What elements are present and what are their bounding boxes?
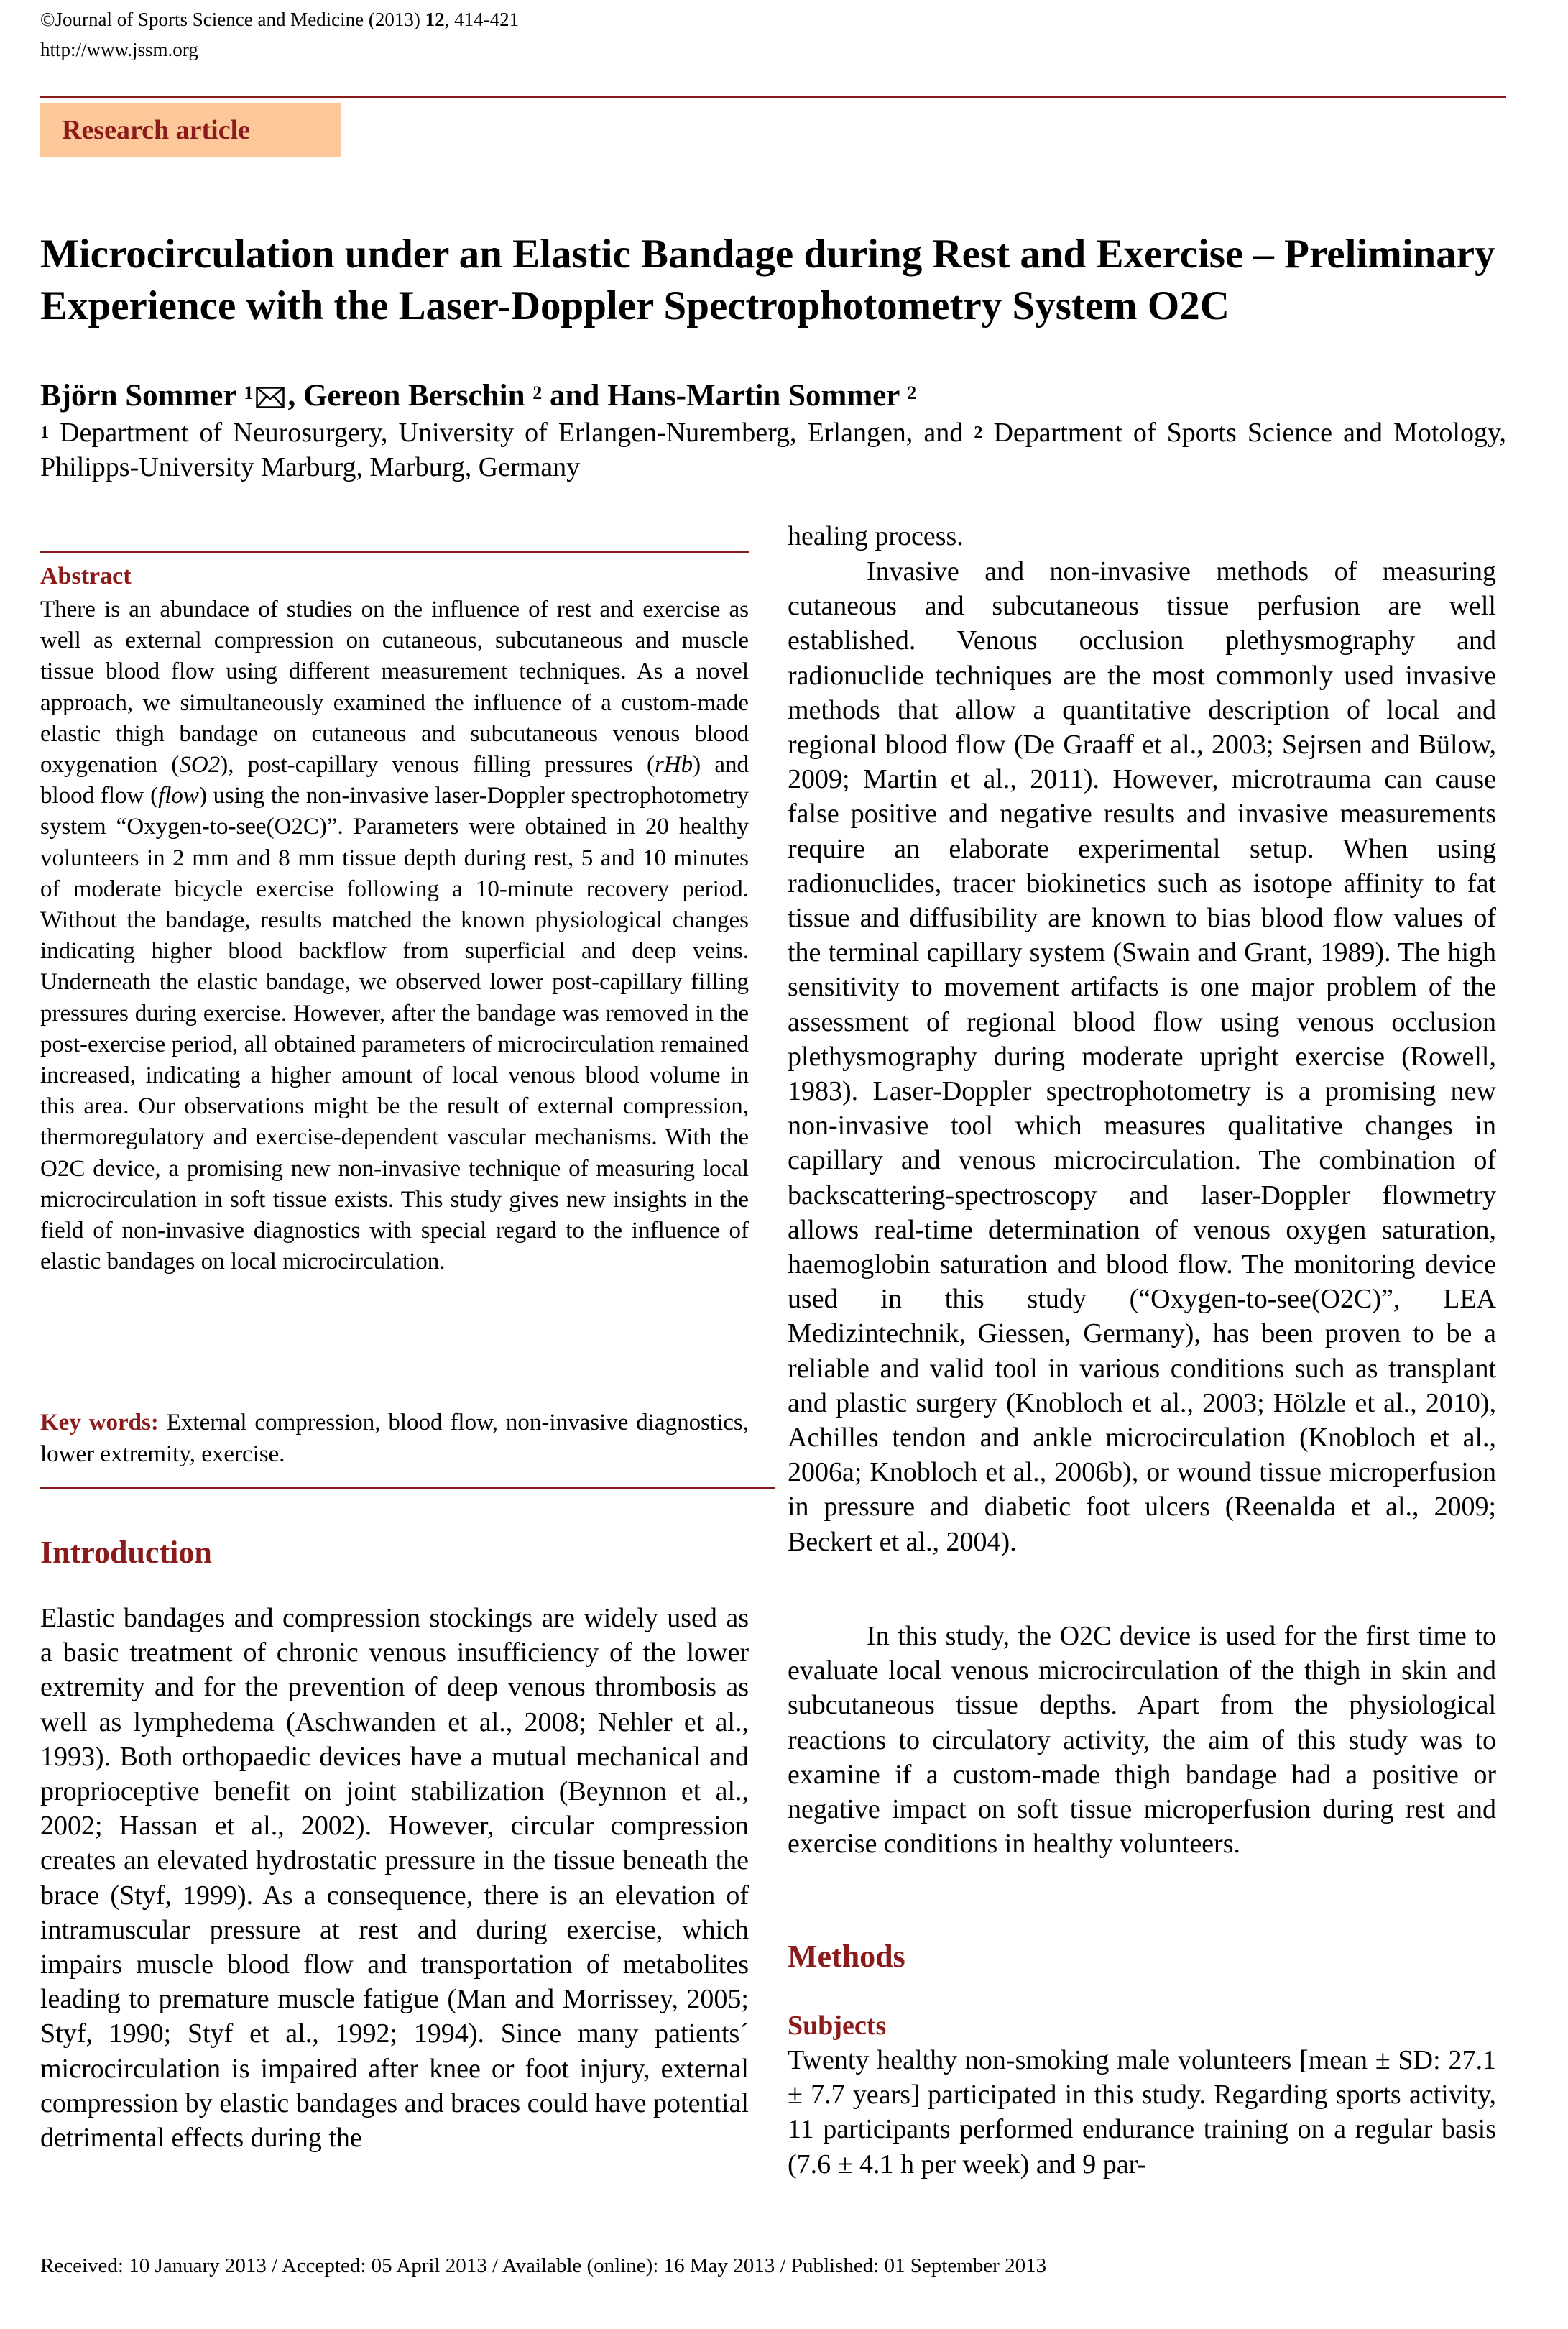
- subjects-paragraph: Twenty healthy non-smoking male volunteers [mean ± SD: 27.1 ± 7.7 years] participated in this study. Regarding sports activity, 11 participants performed endurance training on a regular basis (7.6 ± 4.1 h per week) and 9 par-: [788, 2045, 1496, 2179]
- abstract-heading: Abstract: [40, 563, 132, 589]
- keywords: [40, 1407, 749, 1470]
- affil-1: Department of Neurosurgery, University of Erlangen-Nuremberg, Erlangen, and: [49, 418, 974, 448]
- author-1-affil: 1: [244, 382, 254, 403]
- envelope-icon[interactable]: [256, 387, 285, 408]
- author-3-affil: 2: [907, 382, 917, 403]
- abstract-so2: SO2: [179, 752, 221, 778]
- affiliations: [40, 415, 1506, 484]
- journal-name: ©Journal of Sports Science and Medicine (2013): [40, 9, 425, 30]
- affil-2: Department of Sports Science and Motology, Philipps-University Marburg, Marburg, Germany: [40, 418, 1506, 482]
- journal-url[interactable]: http://www.jssm.org: [40, 39, 198, 60]
- introduction-paragraph-1: Elastic bandages and compression stockings are widely used as a basic treatment of chronic venous insufficiency of the lower extremity and for the prevention of deep venous thrombosis as well as lymphedema (Aschwanden et al., 2008; Nehler et al., 1993). Both orthopaedic devices have a mutual mechanical and proprioceptive benefit on joint stabilization (Beynnon et al., 2002; Hassan et al., 2002). However, circular compression creates an elevated hydrostatic pressure in the tissue beneath the brace (Styf, 1999). As a consequence, there is an elevation of intramuscular pressure at rest and during exercise, which impairs muscle blood flow and transportation of metabolites leading to premature muscle fatigue (Man and Morrissey, 2005; Styf, 1990; Styf et al., 1992; 1994). Since many patients´ microcirculation is impaired after knee or foot injury, external compression by elastic bandages and braces could have potential detrimental effects during the: [40, 1603, 749, 2154]
- abstract-text-4: ) using the non-invasive laser-Doppler spectrophotometry system “Oxygen-to-see(O2C)”. Parameters were obtained in 20 healthy volunteers in 2 mm and 8 mm tissue depth during rest, 5 and 10 minutes of moderate bicycle exercise following a 10-minute recovery period. Without the bandage, results matched the known physiological changes indicating higher blood backflow from superficial and deep veins. Underneath the elastic bandage, we observed lower post-capillary filling pressures during exercise. However, after the bandage was removed in the post-exercise period, all obtained parameters of microcirculation remained increased, indicating a higher amount of local venous blood volume in this area. Our observations might be the result of external compression, thermoregulatory and exercise-dependent vascular mechanisms. With the O2C device, a promising new non-invasive technique of measuring local microcirculation in soft tissue exists. This study gives new insights in the field of non-invasive diagnostics with special regard to the influence of elastic bandages on local microcirculation.: [40, 783, 749, 1275]
- author-2-affil: 2: [532, 382, 543, 403]
- journal-citation: [40, 7, 519, 32]
- author-3: and Hans-Martin Sommer: [542, 379, 908, 413]
- abstract-text-2: ), post-capillary venous filling pressures (: [220, 752, 655, 778]
- abstract-text-3: ) and blood flow (: [40, 752, 750, 809]
- affil-2-marker: 2: [974, 423, 983, 442]
- introduction-paragraph-1-continued: healing process.: [788, 521, 964, 551]
- header-rule: [40, 96, 1506, 98]
- author-1: Björn Sommer: [40, 379, 244, 413]
- paper-title: Microcirculation under an Elastic Bandage during Rest and Exercise – Preliminary Experience with the Laser-Doppler Spectrophotometry System O2C: [40, 231, 1495, 329]
- author-list: [40, 377, 916, 415]
- keywords-text: External compression, blood flow, non-invasive diagnostics, lower extremity, exercise.: [40, 1410, 749, 1467]
- introduction-heading: Introduction: [40, 1535, 212, 1570]
- abstract-text-1: There is an abundace of studies on the influence of rest and exercise as well as external compression on cutaneous, subcutaneous and muscle tissue blood flow using different measurement techniques. As a novel approach, we simultaneously examined the influence of a custom-made elastic thigh bandage on cutaneous and subcutaneous venous blood oxygenation (: [40, 597, 749, 778]
- article-type-badge: Research article: [40, 103, 341, 157]
- received-dates: Received: 10 January 2013 / Accepted: 05 April 2013 / Available (online): 16 May 2013 / Published: 01 September 2013: [40, 2254, 1047, 2277]
- subjects-heading: Subjects: [788, 2011, 887, 2041]
- journal-volume: 12: [425, 9, 445, 30]
- abstract-top-rule: [40, 551, 749, 553]
- abstract-bottom-rule: [40, 1487, 775, 1489]
- abstract-rhb: rHb: [654, 752, 693, 778]
- abstract-flow: flow: [158, 783, 199, 809]
- journal-pages: , 414-421: [444, 9, 520, 30]
- abstract-body: [40, 594, 749, 1277]
- introduction-paragraph-2: Invasive and non-invasive methods of measuring cutaneous and subcutaneous tissue perfusion are well established. Venous occlusion plethysmography and radionuclide techniques are the most commonly used invasive methods that allow a quantitative description of local and regional blood flow (De Graaff et al., 2003; Sejrsen and Bülow, 2009; Martin et al., 2011). However, microtrauma can cause false positive and negative results and invasive measurements require an elaborate experimental setup. When using radionuclides, tracer biokinetics such as isotope affinity to fat tissue and diffusibility are known to bias blood flow values of the terminal capillary system (Swain and Grant, 1989). The high sensitivity to movement artifacts is one major problem of the assessment of regional blood flow using venous occlusion plethysmography during moderate upright exercise (Rowell, 1983). Laser-Doppler spectrophotometry is a promising new non-invasive tool which measures qualitative changes in capillary and venous microcirculation. The combination of backscattering-spectroscopy and laser-Doppler flowmetry allows real-time determination of venous oxygen saturation, haemoglobin saturation and blood flow. The monitoring device used in this study (“Oxygen-to-see(O2C)”, LEA Medizintechnik, Giessen, Germany), has been proven to be a reliable and valid tool in various conditions such as transplant and plastic surgery (Knobloch et al., 2003; Hölzle et al., 2010), Achilles tendon and ankle microcirculation (Knobloch et al., 2006a; Knobloch et al., 2006b), or wound tissue microperfusion in pressure and diabetic foot ulcers (Reenalda et al., 2009; Beckert et al., 2004).: [788, 556, 1496, 1557]
- author-2: , Gereon Berschin: [287, 379, 533, 413]
- methods-heading: Methods: [788, 1939, 905, 1974]
- keywords-label: Key words:: [40, 1410, 159, 1435]
- affil-1-marker: 1: [40, 423, 49, 442]
- introduction-paragraph-3: In this study, the O2C device is used for the first time to evaluate local venous microcirculation of the thigh in skin and subcutaneous tissue depths. Apart from the physiological reactions to circulatory activity, the aim of this study was to examine if a custom-made thigh bandage had a positive or negative impact on soft tissue microperfusion during rest and exercise conditions in healthy volunteers.: [788, 1621, 1496, 1860]
